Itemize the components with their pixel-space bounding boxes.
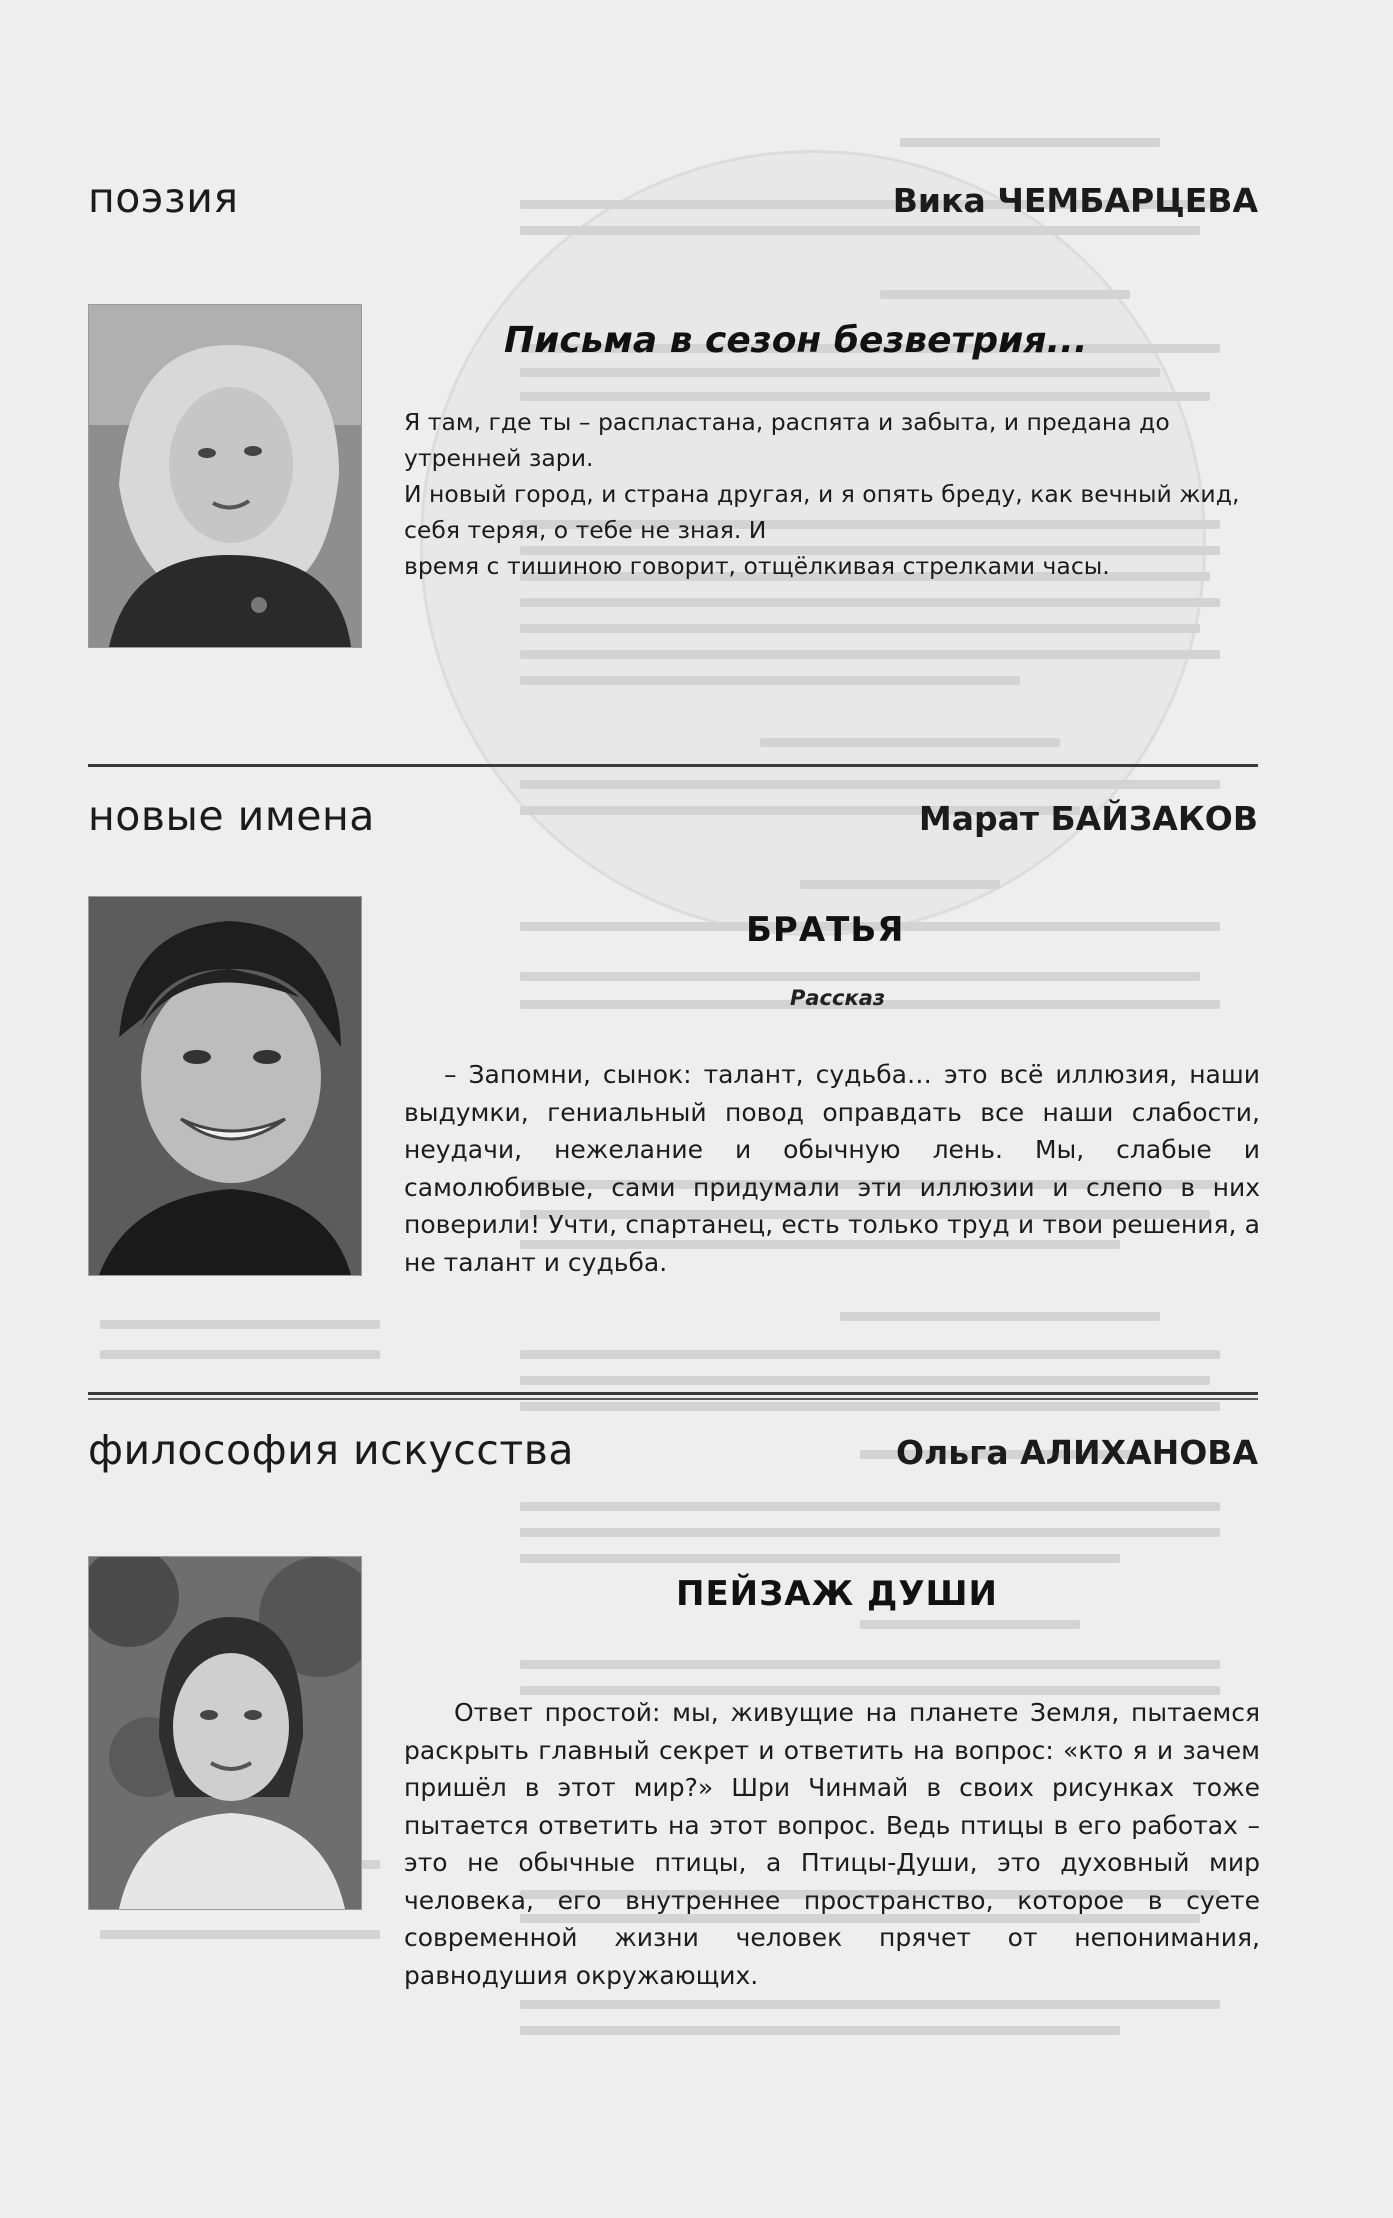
poetry-header — [88, 162, 1258, 222]
section-divider — [88, 764, 1258, 767]
poem-excerpt: Я там, где ты – распластана, распята и забыта, и предана до утренней зари. И новый город, и страна другая, и я опять бреду, как вечный жид, себя теряя, о тебе не зная. И время с тишиною говорит, отщёлкивая стрелками часы. — [404, 408, 1240, 580]
poem-title: Письма в сезон безветрия... — [504, 320, 1088, 361]
essay-excerpt: Ответ простой: мы, живущие на планете Земля, пытаемся раскрыть главный секрет и ответить на вопрос: «кто я и зачем пришёл в этот мир?» Шри Чинмай в своих рисунках тоже пытается ответить на этот вопрос. Ведь птицы в его работах – это не обычные птицы, а Птицы-Души, это духовный мир человека, его внутреннее пространство, которое в суете современной жизни человек прячет от непонимания, равнодушия окружающих. — [404, 1698, 1260, 1990]
essay-title: ПЕЙЗАЖ ДУШИ — [676, 1574, 999, 1614]
new-names-header — [88, 780, 1258, 840]
section-divider-thin — [88, 1398, 1258, 1400]
story-genre: Рассказ — [790, 986, 886, 1010]
author-name: Вика ЧЕМБАРЦЕВА — [892, 181, 1258, 220]
philosophy-header — [88, 1414, 1258, 1474]
author-name: Ольга АЛИХАНОВА — [895, 1433, 1258, 1472]
author-name: Марат БАЙЗАКОВ — [918, 799, 1258, 838]
section-divider — [88, 1392, 1258, 1395]
section-rubric: поэзия — [88, 174, 239, 222]
section-rubric: философия искусства — [88, 1426, 574, 1474]
author-photo-baizakov — [88, 896, 362, 1276]
story-excerpt: – Запомни, сынок: талант, судьба… это всё иллюзия, наши выдумки, гениальный повод оправдать все наши слабости, неудачи, нежелание и обычную лень. Мы, слабые и самолюбивые, сами придумали эти иллюзии и слепо в них поверили! Учти, спартанец, есть только труд и твои решения, а не талант и судьба. — [404, 1060, 1260, 1277]
story-title: БРАТЬЯ — [746, 910, 905, 950]
section-rubric: новые имена — [88, 792, 375, 840]
author-photo-alikhanova — [88, 1556, 362, 1910]
author-photo-chembartseva — [88, 304, 362, 648]
